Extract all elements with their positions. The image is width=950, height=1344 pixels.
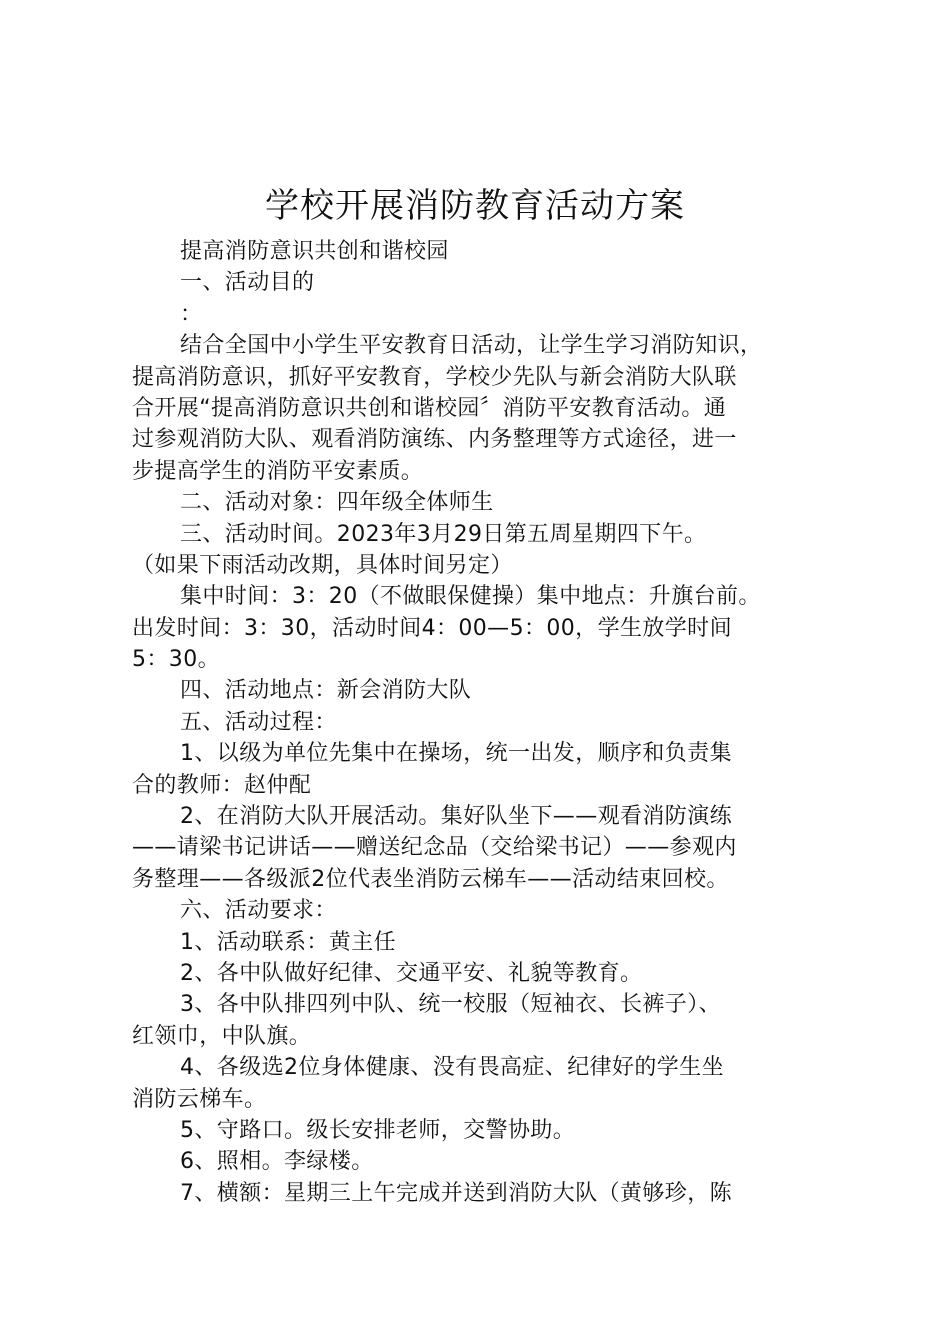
body-line: 2、各中队做好纪律、交通平安、礼貌等教育。 (180, 960, 643, 986)
document-title: 学校开展消防教育活动方案 (265, 186, 685, 226)
body-line: 5：30。 (132, 647, 220, 673)
body-line: 提高消防意识，抓好平安教育，学校少先队与新会消防大队联 (132, 364, 737, 390)
body-line: 7、横额：星期三上午完成并送到消防大队（黄够珍，陈 (180, 1180, 732, 1206)
body-line: 二、活动对象：四年级全体师生 (180, 490, 494, 516)
body-line: 1、活动联系：黄主任 (180, 929, 396, 955)
body-line: 提高消防意识共创和谐校园 (180, 239, 449, 264)
body-line: 合的教师：赵仲配 (132, 772, 312, 798)
body-line: 红领巾，中队旗。 (132, 1023, 312, 1049)
body-line: 1、以级为单位先集中在操场，统一出发，顺序和负责集 (180, 741, 732, 767)
body-line: ： (180, 301, 203, 327)
document-body (132, 236, 832, 1209)
body-line: 出发时间：3：30，活动时间4：00—5：00，学生放学时间 (132, 615, 732, 641)
body-line: 步提高学生的消防平安素质。 (132, 458, 424, 484)
body-line: 4、各级选2位身体健康、没有畏高症、纪律好的学生坐 (180, 1055, 724, 1081)
body-line: 四、活动地点：新会消防大队 (180, 678, 472, 704)
body-line: 一、活动目的 (180, 270, 315, 296)
body-line: 5、守路口。级长安排老师，交警协助。 (180, 1117, 576, 1143)
body-line: 六、活动要求： (180, 898, 337, 924)
body-line: 五、活动过程： (180, 709, 337, 735)
body-line: 集中时间：3：20（不做眼保健操）集中地点：升旗台前。 (180, 584, 761, 610)
body-line: 3、各中队排四列中队、统一校服（短袖衣、长裤子）、 (180, 992, 721, 1018)
body-line: 过参观消防大队、观看消防演练、内务整理等方式途径，进一 (132, 427, 737, 453)
body-line: 务整理——各级派2位代表坐消防云梯车——活动结束回校。 (132, 866, 729, 892)
body-line: ——请梁书记讲话——赠送纪念品（交给梁书记）——参观内 (132, 835, 737, 861)
body-line: 6、照相。李绿楼。 (180, 1149, 374, 1175)
body-line: 2、在消防大队开展活动。集好队坐下——观看消防演练 (180, 804, 732, 830)
body-line: 消防云梯车。 (132, 1086, 267, 1112)
body-line: 结合全国中小学生平安教育日活动，让学生学习消防知识， (180, 333, 763, 359)
body-line: 合开展“提高消防意识共创和谐校园〞消防平安教育活动。通 (132, 395, 727, 421)
body-line: （如果下雨活动改期，具体时间另定） (132, 552, 513, 578)
body-line: 三、活动时间。2023年3月29日第五周星期四下午。 (180, 521, 707, 547)
